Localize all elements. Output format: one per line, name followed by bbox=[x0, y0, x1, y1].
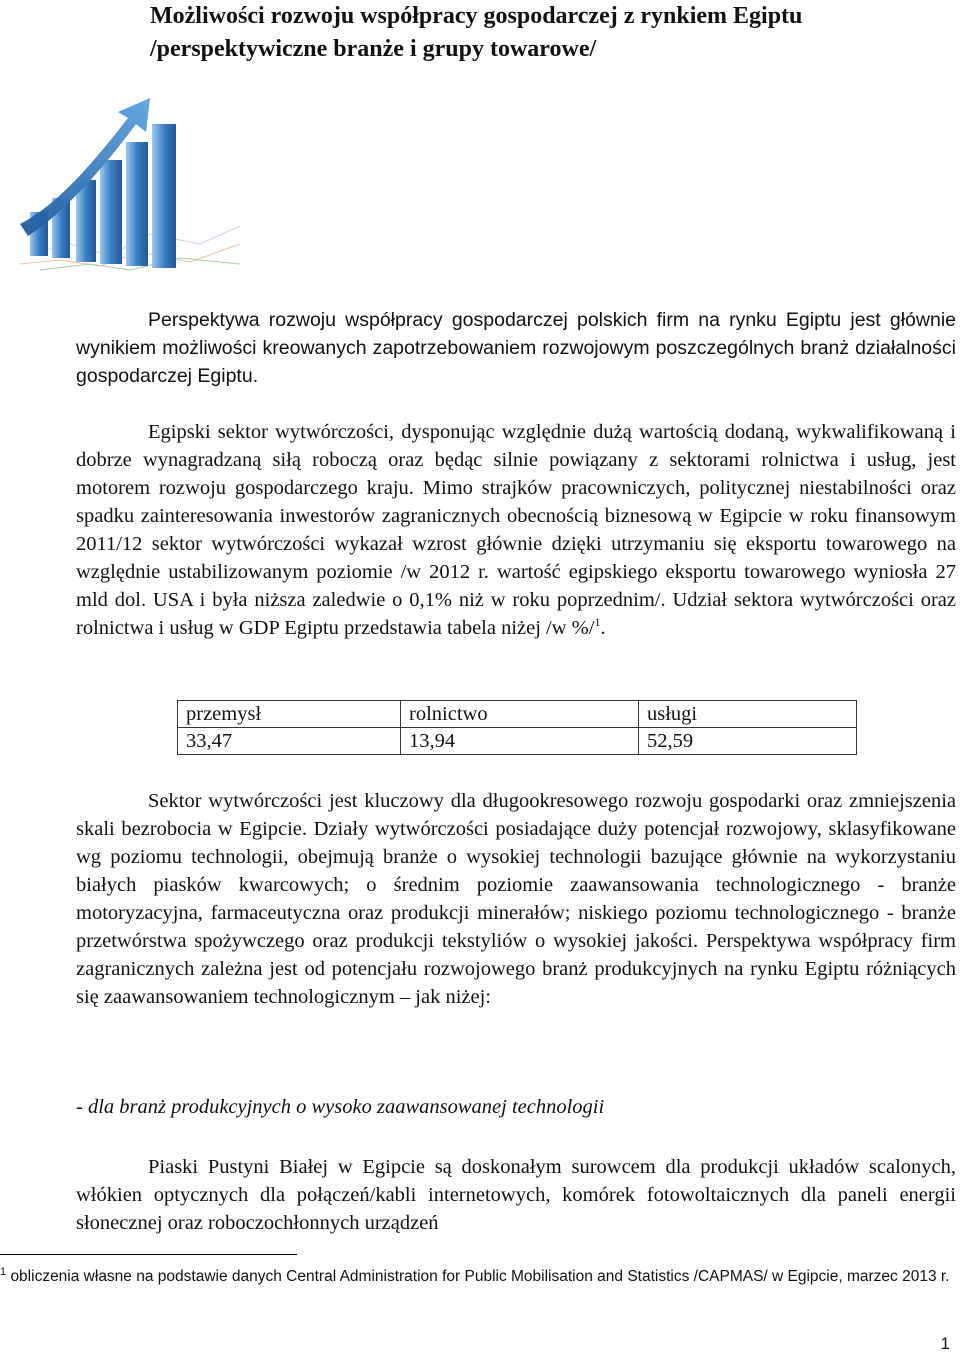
growth-chart-illustration bbox=[0, 94, 244, 276]
intro-text: Perspektywa rozwoju współpracy gospodarczej polskich firm na rynku Egiptu jest głównie wynikiem możliwości kreowanych zapotrzebowaniem rozwojowym poszczególnych branż działalności gospodarczej Egiptu. bbox=[76, 309, 956, 387]
footnote-text: obliczenia własne na podstawie danych Central Administration for Public Mobilisation and Statistics /CAPMAS/ w Egipcie, marzec 2013 r. bbox=[10, 1268, 950, 1285]
gdp-share-table bbox=[177, 700, 857, 755]
value-industry: 33,47 bbox=[178, 728, 401, 755]
document-title: Możliwości rozwoju współpracy gospodarczej z rynkiem Egiptu /perspektywiczne branże i grupy towarowe/ bbox=[150, 3, 803, 62]
table-header-row bbox=[178, 701, 857, 728]
footnote bbox=[0, 1264, 958, 1289]
table-row bbox=[178, 728, 857, 755]
section-subheading: - dla branż produkcyjnych o wysoko zaawansowanej technologii bbox=[76, 1096, 605, 1118]
header-industry: przemysł bbox=[178, 701, 401, 728]
value-services: 52,59 bbox=[639, 728, 857, 755]
page-number: 1 bbox=[940, 1334, 950, 1353]
manufacturing-paragraph: Egipski sektor wytwórczości, dysponując względnie dużą wartością dodaną, wykwalifikowaną i dobrze wynagradzaną siłą roboczą oraz będąc silnie powiązany z sektorami rolnictwa i usług, jest motorem rozwoju gospodarczego kraju. Mimo strajków pracowniczych, politycznej niestabilności oraz spadku zainteresowania inwestorów zagranicznych obecnością biznesową w Egipcie w roku finansowym 2011/12 sektor wytwórczości wykazał wzrost głównie dzięki utrzymaniu się eksportu towarowego na względnie ustabilizowanym poziomie /w 2012 r. wartość egipskiego eksportu towarowego wyniosła 27 mld dol. USA i była niższa zaledwie o 0,1% niż w roku poprzednim/. Udział sektora wytwórczości oraz rolnictwa i usług w GDP Egiptu przedstawia tabela niżej /w %/$^1$. bbox=[76, 421, 956, 639]
footnote-divider bbox=[0, 1254, 297, 1255]
sector-paragraph bbox=[76, 787, 956, 1011]
header-services: usługi bbox=[639, 701, 857, 728]
sands-text: Piaski Pustyni Białej w Egipcie są doskonałym surowcem dla produkcji układów scalonych, włókien optycznych dla połączeń/kabli internetowych, komórek fotowoltaicznych dla paneli energii słonecznej oraz roboczochłonnych urządzeń bbox=[76, 1156, 956, 1234]
value-agriculture: 13,94 bbox=[401, 728, 639, 755]
header-agriculture: rolnictwo bbox=[401, 701, 639, 728]
manufacturing-text: Egipski sektor wytwórczości, dysponując względnie dużą wartością dodaną, wykwalifikowaną i dobrze wynagradzaną siłą roboczą oraz będąc silnie powiązany z sektorami rolnictwa i usług, jest motorem rozwoju gospodarczego kraju. Mimo strajków pracowniczych, politycznej niestabilności oraz spadku zainteresowania inwestorów zagranicznych obecnością biznesową w Egipcie w roku finansowym 2011/12 sektor wytwórczości wykazał wzrost głównie dzięki utrzymaniu się eksportu towarowego na względnie ustabilizowanym poziomie /w 2012 r. wartość egipskiego eksportu towarowego wyniosła 27 mld dol. USA i była niższa zaledwie o 0,1% niż w roku poprzednim/. Udział sektora wytwórczości oraz rolnictwa i usług w GDP Egiptu przedstawia tabela niżej /w %/ bbox=[76, 421, 956, 639]
footnote-mark: 1 bbox=[0, 1265, 7, 1278]
sands-paragraph bbox=[76, 1153, 956, 1237]
footnote-reference[interactable]: 1 bbox=[594, 615, 601, 630]
intro-paragraph bbox=[76, 306, 956, 390]
sector-text: Sektor wytwórczości jest kluczowy dla długookresowego rozwoju gospodarki oraz zmniejszenia skali bezrobocia w Egipcie. Działy wytwórczości posiadające duży potencjał rozwojowy, sklasyfikowane wg poziomu technologii, obejmują branże o wysokiej technologii bazujące głównie na wykorzystaniu białych piasków kwarcowych; o średnim poziomie zaawansowania technologicznego - branże motoryzacyjna, farmaceutyczna oraz produkcji minerałów; niskiego poziomu technologicznego - branże przetwórstwa spożywczego oraz produkcji tekstyliów o wysokiej jakości. Perspektywa współpracy firm zagranicznych zależna jest od potencjału rozwojowego branż produkcyjnych na rynku Egiptu różniących się zaawansowaniem technologicznym – jak niżej: bbox=[76, 790, 956, 1008]
